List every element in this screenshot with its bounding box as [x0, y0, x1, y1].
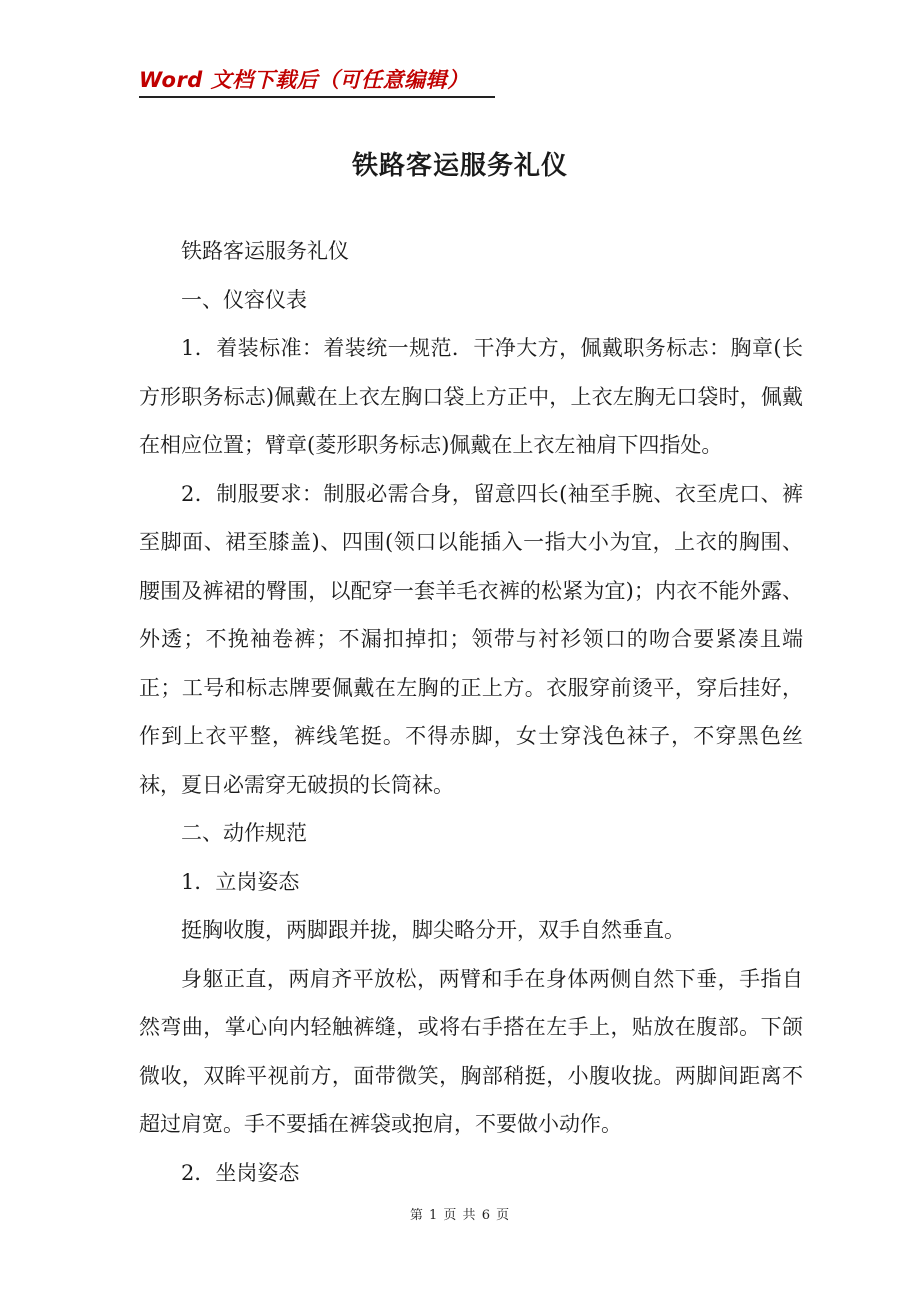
header-text: Word 文档下载后（可任意编辑）: [139, 68, 469, 92]
subheading-sitting-posture: 2．坐岗姿态: [181, 1160, 300, 1185]
page-number-footer: 第 1 页 共 6 页: [409, 1208, 511, 1223]
document-header: [139, 66, 495, 98]
paragraph-uniform-requirements: 2．制服要求：制服必需合身，留意四长(袖至手腕、衣至虎口、裤至脚面、裙至膝盖)、四围(领口以能插入一指大小为宜，上衣的胸围、腰围及裤裙的臀围，以配穿一套羊毛衣裤的松紧为宜)；内衣不能外露、外透；不挽袖卷裤；不漏扣掉扣；领带与衬衫领口的吻合要紧凑且端正；工号和标志牌要佩戴在左胸的正上方。衣服穿前烫平，穿后挂好，作到上衣平整，裤线笔挺。不得赤脚，女士穿浅色袜子，不穿黑色丝袜，夏日必需穿无破损的长筒袜。: [139, 481, 803, 797]
paragraph-standing-detail: 身躯正直，两肩齐平放松，两臂和手在身体两侧自然下垂，手指自然弯曲，掌心向内轻触裤缝，或将右手搭在左手上，贴放在腹部。下颌微收，双眸平视前方，面带微笑，胸部稍挺，小腹收拢。两脚间距离不超过肩宽。手不要插在裤袋或抱肩，不要做小动作。: [139, 966, 803, 1136]
section-heading-appearance: 一、仪容仪表: [181, 287, 307, 312]
paragraph-dress-standard: 1．着装标准：着装统一规范．干净大方，佩戴职务标志：胸章(长方形职务标志)佩戴在上衣左胸口袋上方正中，上衣左胸无口袋时，佩戴在相应位置；臂章(菱形职务标志)佩戴在上衣左袖肩下四指处。: [139, 336, 803, 457]
document-body: [139, 227, 803, 1197]
section-heading-movement: 二、动作规范: [181, 821, 307, 845]
document-title: 铁路客运服务礼仪: [351, 151, 568, 181]
paragraph-subtitle: 铁路客运服务礼仪: [181, 239, 349, 263]
subheading-standing-posture: 1．立岗姿态: [181, 869, 300, 894]
paragraph-standing-summary: 挺胸收腹，两脚跟并拢，脚尖略分开，双手自然垂直。: [181, 918, 685, 942]
